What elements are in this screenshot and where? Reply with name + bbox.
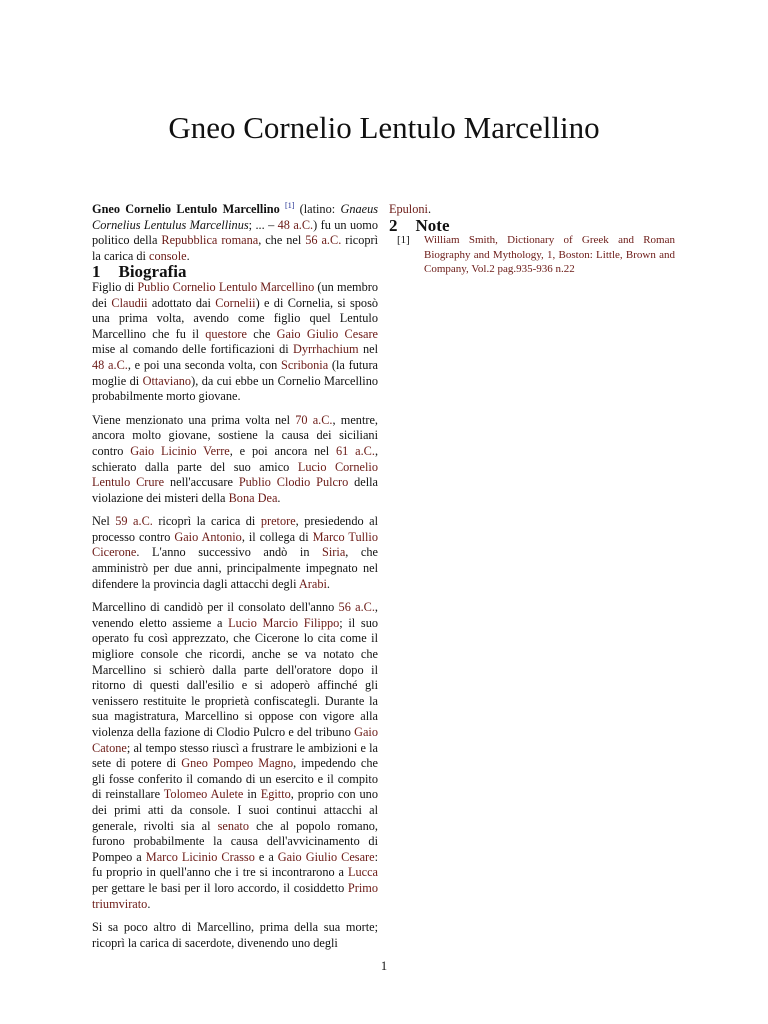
paragraph-2 (92, 413, 378, 507)
text: , che nel (258, 233, 306, 248)
section-number: 2 (389, 215, 398, 235)
text: , mentre, ancora molto giovane, sostiene la causa dei siciliani contro (92, 412, 378, 458)
text: , proprio con uno dei primi atti da console. I suoi continui attacchi al generale, rivolti sia al (92, 787, 378, 833)
text: Viene menzionato una prima volta nel (92, 412, 296, 427)
text: . L'anno successivo andò in (136, 545, 323, 560)
link[interactable]: Cornelii (215, 295, 256, 310)
text: ; al tempo stesso riuscì a frustrare le ambizioni e la sete di potere di (92, 740, 378, 771)
text: della violazione dei misteri della (92, 475, 378, 505)
paragraph-5 (92, 920, 378, 951)
text: in (243, 787, 261, 802)
link[interactable]: Publio Cornelio Lentulo Marcellino (137, 279, 315, 294)
text: . (186, 248, 190, 263)
text: . (326, 576, 330, 591)
link-console[interactable]: console (149, 248, 187, 263)
link[interactable]: senato (217, 818, 249, 833)
text: , e poi una seconda volta, con (127, 357, 282, 372)
text: (un membro dei (92, 279, 378, 310)
text: mise al comando delle fortificazioni di (92, 342, 294, 357)
paragraph-1 (92, 280, 378, 405)
link[interactable]: Tolomeo Aulete (163, 787, 244, 802)
text: (la futura moglie di (92, 357, 378, 388)
link-repubblica[interactable]: Repubblica romana (161, 233, 259, 248)
link[interactable]: 56 a.C. (338, 600, 375, 615)
link[interactable]: Gaio Catone (92, 725, 378, 755)
paragraph-3 (92, 514, 378, 592)
link-date[interactable]: 48 a.C. (277, 217, 314, 232)
text: , impedendo che gli fosse conferito il comando di un esercito e il compito di reinstallare (92, 756, 378, 802)
intro-paragraph (92, 202, 378, 264)
text: ; il suo operato fu così apprezzato, che Cicerone lo cita come il migliore console che ricordi, anche se va notato che Marcellino si schierò dalla parte dell'oratore dopo il ritorno di questi dall'esilio e si adoperò affinché gli venissero restituite le proprietà confiscategli. Durante la sua magistratura, Marcellino si oppose con vigore alla violenza della fazione di Clodio Pulcro e del tribuno (92, 615, 379, 739)
footnote-ref (285, 201, 294, 210)
text: , schierato dalla parte del suo amico (92, 443, 379, 474)
section-title: Note (415, 215, 450, 235)
link[interactable]: questore (205, 326, 247, 341)
link[interactable]: Bona Dea (228, 490, 278, 505)
link[interactable]: Claudii (111, 295, 148, 310)
text: ) e di Cornelia, si sposò una prima volta, avendo come figlio quel Lentulo Marcellino che fu il (92, 295, 379, 341)
text: Figlio di (92, 279, 138, 294)
link[interactable]: 70 a.C. (295, 412, 333, 427)
reference-number: [1] (397, 234, 410, 247)
link[interactable]: Primo triumvirato (92, 880, 378, 911)
text: ricoprì la carica di (92, 233, 379, 263)
text: (latino: (294, 202, 341, 216)
link[interactable]: Ottaviano (142, 373, 192, 388)
section-title: Biografia (118, 262, 187, 282)
text: Nel (92, 514, 116, 529)
link[interactable]: Gaio Licinio Verre (130, 443, 230, 458)
text: . (147, 896, 151, 911)
page-number: 1 (380, 959, 388, 973)
link[interactable]: Gaio Giulio Cesare (276, 326, 379, 341)
link[interactable]: Marco Tullio Cicerone (92, 529, 379, 560)
text: per gettare le basi per il loro accordo, il cosiddetto (92, 880, 348, 895)
text: . (277, 490, 281, 505)
text: che al popolo romano, furono probabilmente la causa dell'avvicinamento di Pompeo a (92, 818, 378, 864)
link[interactable]: 48 a.C. (92, 357, 128, 372)
reference-link[interactable]: William Smith, Dictionary of Greek and Roman Biography and Mythology, 1, Boston: Little, Brown and Company, Vol.2 pag.935-936 n.22 (424, 234, 675, 276)
link-epuloni[interactable]: Epuloni (389, 202, 428, 216)
text: ricoprì la carica di (152, 514, 261, 529)
text: , che amministrò per due anni, principalmente impegnato nel difendere la provincia dagli attacchi degli (92, 545, 378, 591)
link[interactable]: Gaio Giulio Cesare (277, 849, 375, 864)
link[interactable]: Arabi (298, 576, 327, 591)
text: Si sa poco altro di Marcellino, prima della sua morte; ricoprì la carica di sacerdote, divenendo uno degli (92, 920, 378, 950)
link[interactable]: Lucca (347, 865, 378, 880)
link[interactable]: Gneo Pompeo Magno (181, 756, 294, 771)
text: : fu proprio in quell'anno che i tre si incontrarono a (92, 849, 379, 880)
link[interactable]: pretore (260, 514, 296, 529)
text: ) fu un uomo politico della (92, 217, 378, 248)
text: adottato dai (147, 295, 216, 310)
subject-name: Gneo Cornelio Lentulo Marcellino (92, 202, 280, 216)
section-heading-biografia (92, 264, 378, 280)
latin-name: Gnaeus Cornelius Lentulus Marcellinus (92, 202, 379, 232)
text: Marcellino di candidò per il consolato dell'anno (92, 600, 339, 615)
link[interactable]: Scribonia (281, 357, 329, 372)
page-title: Gneo Cornelio Lentulo Marcellino (168, 110, 600, 145)
link[interactable]: Egitto (260, 787, 291, 802)
section-number: 1 (92, 262, 101, 282)
text: , venendo eletto assieme a (92, 600, 378, 630)
reference-item (389, 233, 675, 277)
link[interactable]: Publio Clodio Pulcro (238, 475, 349, 490)
text: che (246, 326, 277, 341)
link[interactable]: Marco Licinio Crasso (145, 849, 255, 864)
link-year[interactable]: 56 a.C. (305, 233, 342, 248)
text: e a (254, 849, 278, 864)
text: nel (358, 342, 378, 357)
left-column (92, 202, 378, 959)
text: nell'accusare (164, 475, 239, 490)
text: . (427, 202, 432, 216)
paragraph-4 (92, 600, 378, 912)
footnote-link[interactable]: [1] (285, 200, 295, 210)
section-heading-note (389, 215, 675, 235)
link[interactable]: Gaio Antonio (174, 529, 242, 544)
text: ; ... – (248, 217, 278, 232)
link[interactable]: Lucio Cornelio Lentulo Crure (92, 459, 378, 490)
link[interactable]: 59 a.C. (115, 514, 153, 529)
text: , e poi ancora nel (229, 443, 336, 458)
link[interactable]: Dyrrhachium (293, 342, 359, 357)
link[interactable]: 61 a.C. (335, 443, 375, 458)
text: ), da cui ebbe un Cornelio Marcellino probabilmente morto giovane. (92, 373, 378, 404)
link[interactable]: Siria (322, 545, 346, 560)
link[interactable]: Lucio Marcio Filippo (228, 615, 340, 630)
right-column (389, 202, 675, 277)
text: , presiedendo al processo contro (92, 514, 378, 544)
text: , il collega di (241, 529, 313, 544)
